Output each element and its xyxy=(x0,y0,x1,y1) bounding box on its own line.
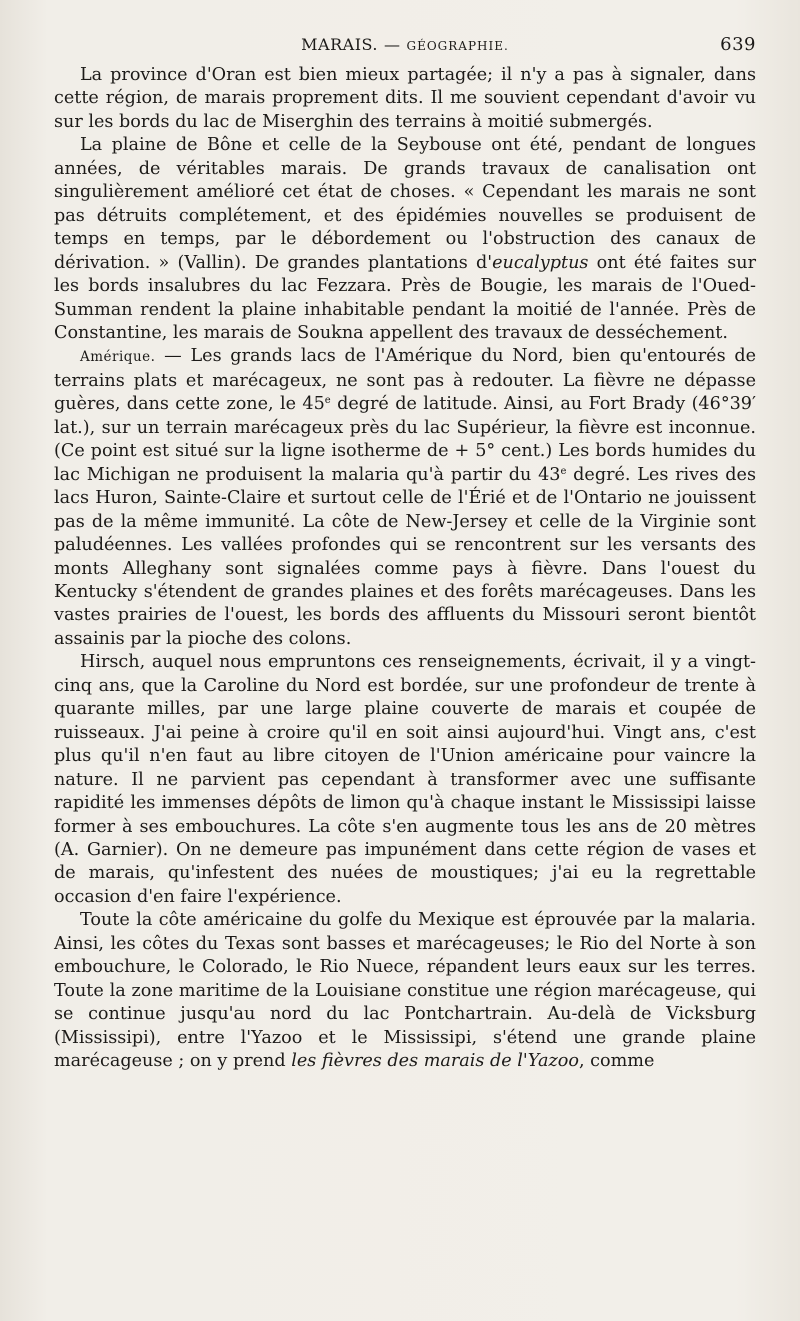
running-head-separator: — xyxy=(384,35,401,54)
running-head xyxy=(54,30,756,60)
paragraph-golfe-italic: les fièvres des marais de l'Yazoo xyxy=(291,1051,579,1072)
paragraph-golfe-mexique xyxy=(54,909,756,1073)
page-number: 639 xyxy=(720,34,756,55)
running-head-section: GÉOGRAPHIE. xyxy=(406,39,509,53)
paragraph-amerique-part-a: — Les grands lacs de l'Amérique du Nord, bien qu'entourés de terrains plats et marécageux, ne sont pas à redouter. La fièvre ne dépasse guères, dans cette zone, le 45 xyxy=(54,346,756,415)
body-text xyxy=(54,64,756,1073)
paragraph-bone-italic: eucalyptus xyxy=(492,252,589,273)
section-lead-amerique: Amérique. xyxy=(80,349,156,366)
paragraph-bone-part-b: ont été faites sur les bords insalubres du lac Fezzara. Près de Bougie, les marais de l'Oued-Summan rendent la plaine inhabitable pendant la moitié de l'année. Près de Constantine, les marais de Soukna appellent des travaux de desséchement. xyxy=(54,252,756,343)
paragraph-bone xyxy=(54,134,756,345)
superscript-e-2: e xyxy=(560,465,567,477)
running-head-title: MARAIS. xyxy=(301,35,378,54)
paragraph-oran: La province d'Oran est bien mieux partagée; il n'y a pas à signaler, dans cette région, de marais proprement dits. Il me souvient cependant d'avoir vu sur les bords du lac de Miserghin des terrains à moitié submergés. xyxy=(54,65,756,132)
paragraph-golfe-part-a: Toute la côte américaine du golfe du Mexique est éprouvée par la malaria. Ainsi, les côtes du Texas sont basses et marécageuses; le Rio del Norte à son embouchure, le Colorado, le Rio Nuece, répandent leurs eaux sur les terres. Toute la zone maritime de la Louisiane constitue une région marécageuse, qui se continue jusqu'au nord du lac Pontchartrain. Au-delà de Vicksburg (Mississipi), entre l'Yazoo et le Mississipi, s'étend une grande plaine marécageuse ; on y prend xyxy=(54,910,756,1072)
paragraph-hirsch: Hirsch, auquel nous empruntons ces renseignements, écrivait, il y a vingt-cinq ans, que la Caroline du Nord est bordée, sur une profondeur de trente à quarante milles, par une large plaine couverte de marais et coupée de ruisseaux. J'ai peine à croire qu'il en soit ainsi aujourd'hui. Vingt ans, c'est plus qu'il n'en faut au libre citoyen de l'Union américaine pour vaincre la nature. Il ne parvient pas cependant à transformer avec une suffisante rapidité les immenses dépôts de limon qu'à chaque instant le Mississipi laisse former à ses embouchures. La côte s'en augmente tous les ans de 20 mètres (A. Garnier). On ne demeure pas impunément dans cette région de vases et de marais, qu'infestent des nuées de moustiques; j'ai eu la regrettable occasion d'en faire l'expérience. xyxy=(54,652,756,907)
paragraph-amerique-part-b: degré de latitude. Ainsi, au Fort Brady (46°39′ lat.), sur un terrain marécageux près du lac Supérieur, la fièvre est inconnue. (Ce point est situé sur la ligne isotherme de + 5° cent.) Les bords humides du lac Michigan ne produisent la malaria qu'à partir du 43 xyxy=(54,394,756,485)
paragraph-amerique-part-c: degré. Les rives des lacs Huron, Sainte-Claire et surtout celle de l'Érié et de l'Ontario ne jouissent pas de la même immunité. La côte de New-Jersey et celle de la Virginie sont paludéennes. Les vallées profondes qui se rencontrent sur les versants des monts Alleghany sont signalées comme pays à fièvre. Dans l'ouest du Kentucky s'étendent de grandes plaines et des forêts marécageuses. Dans les vastes prairies de l'ouest, les bords des affluents du Missouri seront bientôt assainis par la pioche des colons. xyxy=(54,464,757,649)
paragraph-amerique xyxy=(54,345,756,651)
superscript-e-1: e xyxy=(324,395,331,407)
paragraph-bone-part-a: La plaine de Bône et celle de la Seybouse ont été, pendant de longues années, de véritables marais. De grands travaux de canalisation ont singulièrement amélioré cet état de choses. « Cependant les marais ne sont pas détruits complétement, et des épidémies nouvelles se produisent de temps en temps, par le débordement ou l'obstruction des canaux de dérivation. » (Vallin). De grandes plantations d' xyxy=(54,135,756,273)
paragraph-golfe-part-b: , comme xyxy=(578,1051,655,1072)
